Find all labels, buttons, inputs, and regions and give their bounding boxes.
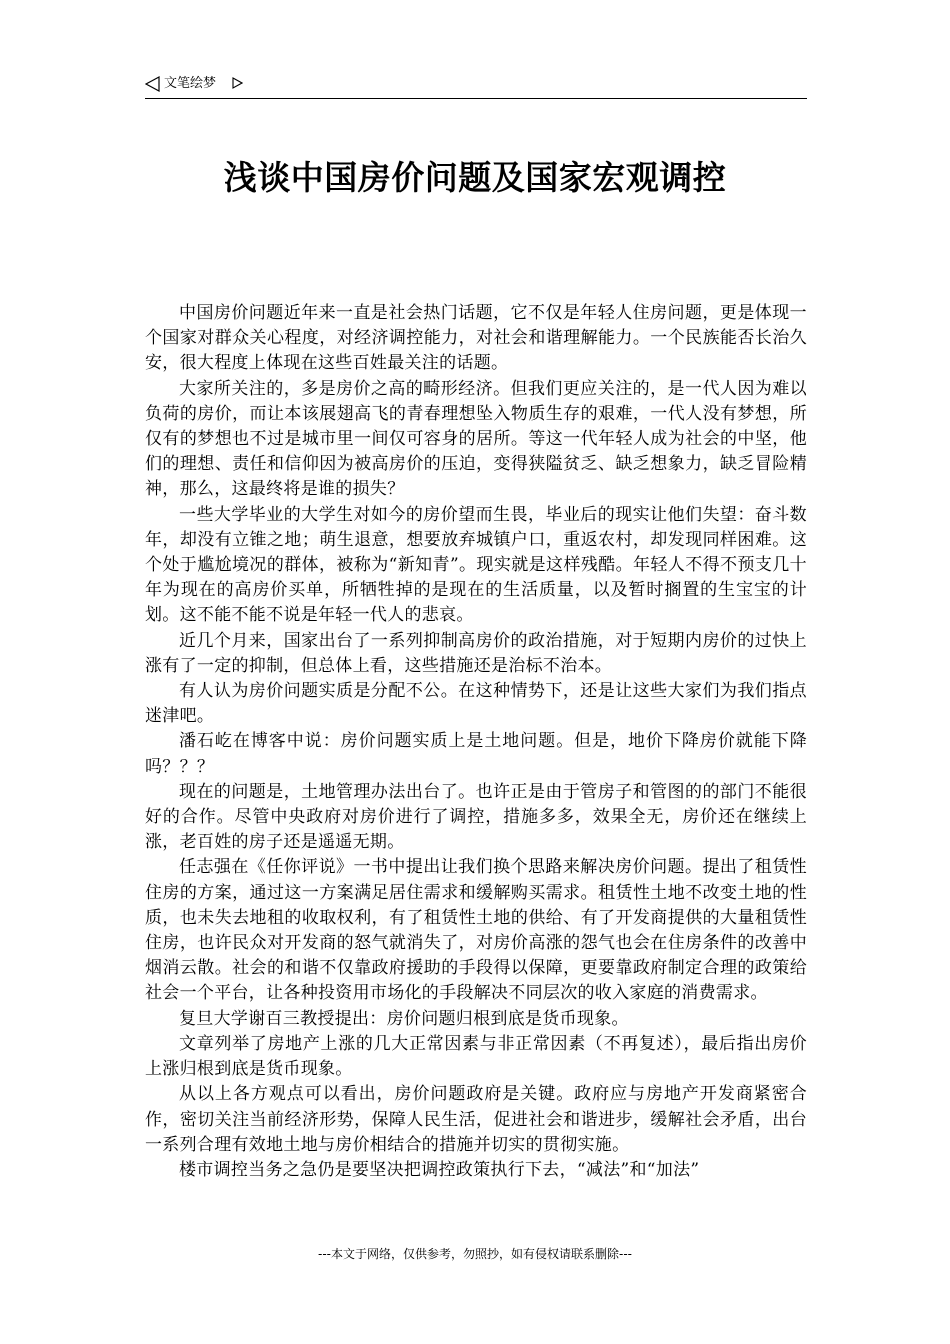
triangle-right-outline-icon [232, 77, 243, 89]
triangle-left-outline-icon [145, 76, 160, 92]
page-header [145, 74, 807, 99]
paragraph: 复旦大学谢百三教授提出：房价问题归根到底是货币现象。 [179, 1008, 629, 1029]
paragraph: 潘石屹在博客中说：房价问题实质上是土地问题。但是，地价下降房价就能下降吗？？？ [145, 731, 807, 777]
paragraph: 大家所关注的，多是房价之高的畸形经济。但我们更应关注的，是一代人因为难以负荷的房价，而让本该展翅高飞的青春理想坠入物质生存的艰难，一代人没有梦想，所仅有的梦想也不过是城市里一间仅可容身的居所。等这一代年轻人成为社会的中坚，他们的理想、责任和信仰因为被高房价的压迫，变得狭隘贫乏、缺乏想象力，缺乏冒险精神，那么，这最终将是谁的损失？ [145, 378, 807, 500]
paragraph: 任志强在《任你评说》一书中提出让我们换个思路来解决房价问题。提出了租赁性住房的方案，通过这一方案满足居住需求和缓解购买需求。租赁性土地不改变土地的性质，也未失去地租的收取权利，有了租赁性土地的供给、有了开发商提供的大量租赁性住房，也许民众对开发商的怒气就消失了，对房价高涨的怨气也会在住房条件的改善中烟消云散。社会的和谐不仅靠政府援助的手段得以保障，更要靠政府制定合理的政策给社会一个平台，让各种投资用市场化的手段解决不同层次的收入家庭的消费需求。 [145, 857, 807, 1004]
header-label: 文笔绘梦 [164, 76, 217, 91]
paragraph: 文章列举了房地产上涨的几大正常因素与非正常因素（不再复述），最后指出房价上涨归根到底是货币现象。 [145, 1033, 807, 1080]
paragraph: 有人认为房价问题实质是分配不公。在这种情势下，还是让这些大家们为我们指点迷津吧。 [145, 681, 807, 727]
document-title: 浅谈中国房价问题及国家宏观调控 [223, 158, 727, 197]
document-body [145, 301, 807, 1183]
paragraph: 近几个月来，国家出台了一系列抑制高房价的政治措施，对于短期内房价的过快上涨有了一定的抑制，但总体上看，这些措施还是治标不治本。 [145, 630, 807, 676]
paragraph: 楼市调控当务之急仍是要坚决把调控政策执行下去，“减法”和“加法” [179, 1159, 700, 1180]
paragraph: 从以上各方观点可以看出，房价问题政府是关键。政府应与房地产开发商紧密合作，密切关注当前经济形势，保障人民生活，促进社会和谐进步，缓解社会矛盾，出台一系列合理有效地土地与房价相结合的措施并切实的贯彻实施。 [145, 1084, 807, 1155]
paragraph: 中国房价问题近年来一直是社会热门话题，它不仅是年轻人住房问题，更是体现一个国家对群众关心程度，对经济调控能力，对社会和谐理解能力。一个民族能否长治久安，很大程度上体现在这些百姓最关注的话题。 [145, 303, 807, 374]
page-footer-disclaimer: ---本文于网络，仅供参考，勿照抄，如有侵权请联系删除--- [318, 1247, 632, 1261]
paragraph: 现在的问题是，土地管理办法出台了。也许正是由于管房子和管图的的部门不能很好的合作。尽管中央政府对房价进行了调控，措施多多，效果全无，房价还在继续上涨，老百姓的房子还是遥遥无期。 [145, 781, 807, 853]
paragraph: 一些大学毕业的大学生对如今的房价望而生畏，毕业后的现实让他们失望：奋斗数年，却没有立锥之地；萌生退意，想要放弃城镇户口，重返农村，却发现同样困难。这个处于尴尬境况的群体，被称为“新知青”。现实就是这样残酷。年轻人不得不预支几十年为现在的高房价买单，所牺牲掉的是现在的生活质量，以及暂时搁置的生宝宝的计划。这不能不能不说是年轻一代人的悲哀。 [145, 504, 807, 626]
